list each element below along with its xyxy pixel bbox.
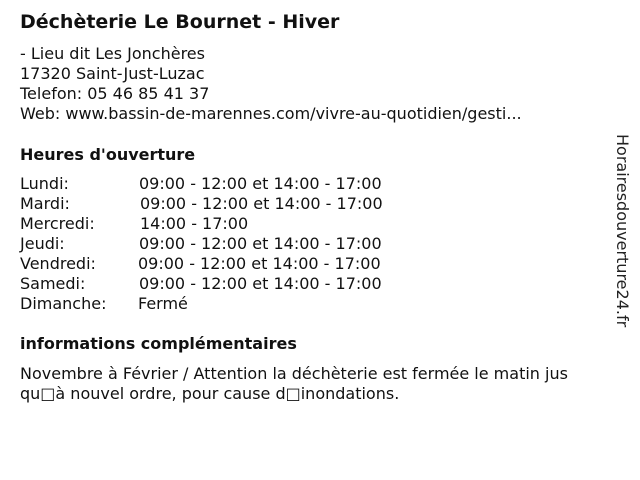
info-line: Novembre à Février / Attention la déchèterie est fermée le matin jus <box>20 364 568 383</box>
day-hours: 09:00 - 12:00 et 14:00 - 17:00 <box>139 174 382 193</box>
day-label: Jeudi: <box>20 234 65 253</box>
page-title: Déchèterie Le Bournet - Hiver <box>20 11 340 33</box>
day-label: Samedi: <box>20 274 86 293</box>
day-label: Dimanche: <box>20 294 107 313</box>
address-street: - Lieu dit Les Jonchères <box>20 44 205 63</box>
day-hours: 09:00 - 12:00 et 14:00 - 17:00 <box>139 274 382 293</box>
day-label: Mardi: <box>20 194 70 213</box>
day-label: Lundi: <box>20 174 69 193</box>
address-city: 17320 Saint-Just-Luzac <box>20 64 205 83</box>
day-label: Vendredi: <box>20 254 96 273</box>
day-label: Mercredi: <box>20 214 95 233</box>
additional-info-text <box>20 364 620 404</box>
day-hours: 14:00 - 17:00 <box>140 214 249 233</box>
watermark-text: Horairesdouverture24.fr <box>613 134 632 328</box>
info-line: qu□à nouvel ordre, pour cause d□inondations. <box>20 384 400 403</box>
day-hours: 09:00 - 12:00 et 14:00 - 17:00 <box>138 254 381 273</box>
opening-hours-heading: Heures d'ouverture <box>20 145 196 164</box>
day-hours: 09:00 - 12:00 et 14:00 - 17:00 <box>140 194 383 213</box>
watermark <box>612 134 632 346</box>
address-block <box>20 44 522 124</box>
day-hours: Fermé <box>138 294 188 313</box>
day-hours: 09:00 - 12:00 et 14:00 - 17:00 <box>139 234 382 253</box>
additional-info-heading: informations complémentaires <box>20 334 297 353</box>
website-link: Web: www.bassin-de-marennes.com/vivre-au-quotidien/gesti... <box>20 104 522 123</box>
phone-number: Telefon: 05 46 85 41 37 <box>20 84 210 103</box>
